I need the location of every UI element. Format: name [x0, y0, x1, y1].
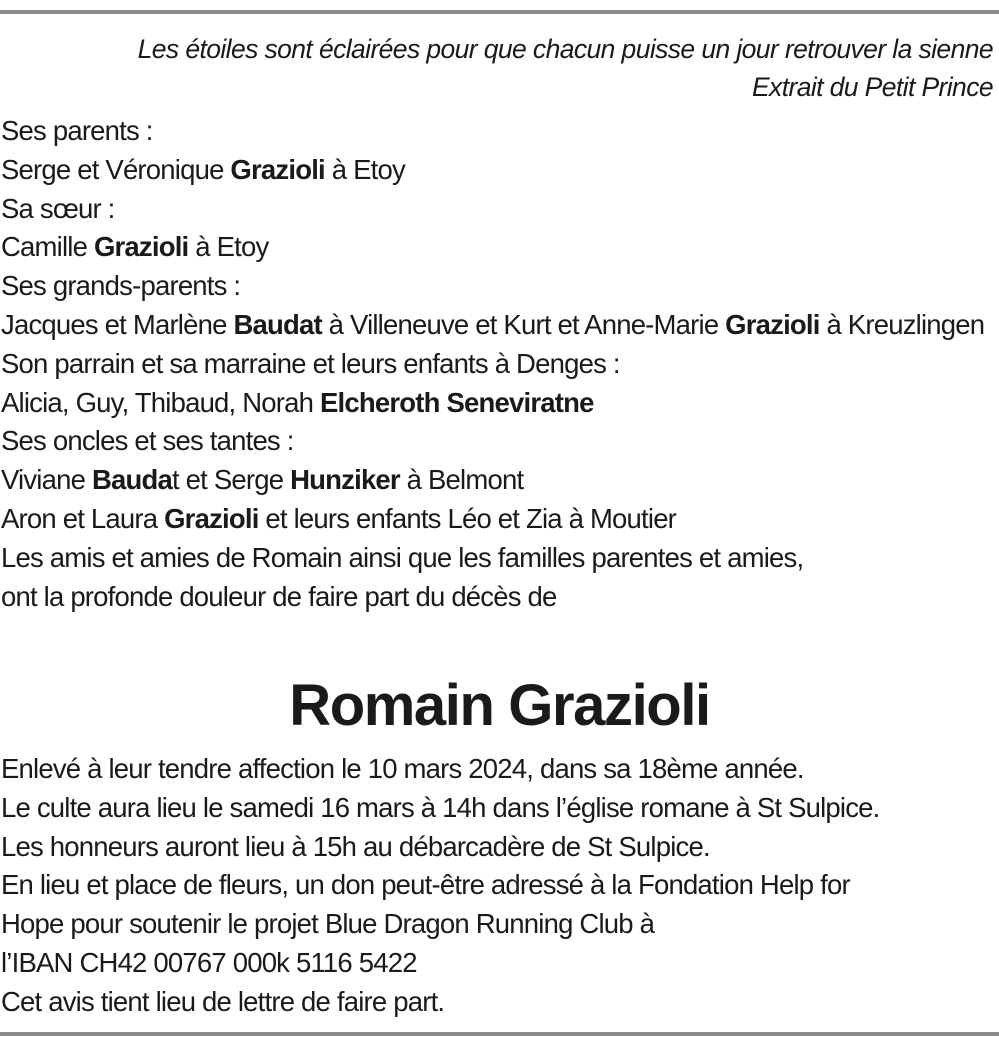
godparents-first: Alicia, Guy, Thibaud, Norah [1, 386, 320, 418]
friends-line-1: Les amis et amies de Romain ainsi que les familles parentes et amies, [1, 541, 804, 573]
uncle2-part2: et leurs enfants Léo et Zia à Moutier [258, 502, 677, 534]
details-line-6: l’IBAN CH42 00767 000k 5116 5422 [1, 946, 417, 978]
uncle2-surname: Grazioli [164, 502, 259, 534]
uncles-label: Ses oncles et ses tantes : [1, 425, 294, 457]
grandparents-part3: à Kreuzlingen [819, 308, 985, 340]
grandparents-label: Ses grands-parents : [1, 270, 241, 302]
epigraph [13, 30, 993, 106]
parents-place: à Etoy [324, 153, 405, 185]
details-line-1: Enlevé à leur tendre affection le 10 mars 2024, dans sa 18ème année. [1, 753, 804, 784]
bottom-divider [0, 1032, 999, 1036]
uncle1-part1: Viviane [1, 464, 92, 496]
sister-names [1, 228, 997, 267]
uncle1-surname1-rest: t et Serge [172, 464, 291, 496]
uncle1-surname1: Bauda [91, 464, 172, 496]
uncle2-names [1, 500, 997, 539]
sister-place: à Etoy [188, 231, 269, 263]
sister-surname: Grazioli [93, 231, 189, 263]
parents-names [1, 151, 997, 190]
uncle1-names [1, 461, 997, 500]
sister-first: Camille [1, 231, 94, 263]
details-line-7: Cet avis tient lieu de lettre de faire part. [1, 985, 445, 1017]
details-line-3: Les honneurs auront lieu à 15h au débarcadère de St Sulpice. [1, 830, 710, 862]
friends-line-2: ont la profonde douleur de faire part du décès de [1, 580, 557, 612]
epigraph-text: Les étoiles sont éclairées pour que chacun puisse un jour retrouver la sienne [137, 34, 993, 64]
sister-label: Sa sœur : [1, 192, 115, 224]
godparents-label: Son parrain et sa marraine et leurs enfants à Denges : [1, 347, 620, 379]
details-line-2: Le culte aura lieu le samedi 16 mars à 14h dans l’église romane à St Sulpice. [1, 791, 880, 823]
top-divider [0, 10, 999, 14]
parents-surname: Grazioli [230, 153, 325, 185]
grandparents-surname2: Grazioli [725, 308, 820, 340]
grandparents-surname1: Baudat [233, 308, 322, 340]
uncle2-part1: Aron et Laura [1, 502, 165, 534]
details-line-4: En lieu et place de fleurs, un don peut-être adressé à la Fondation Help for [1, 869, 850, 901]
parents-first: Serge et Véronique [1, 153, 231, 185]
details-line-5: Hope pour soutenir le projet Blue Dragon Running Club à [1, 908, 655, 940]
godparents-names [1, 384, 997, 423]
grandparents-names [1, 306, 997, 345]
grandparents-part2: à Villeneuve et Kurt et Anne-Marie [321, 308, 726, 340]
family-list [1, 112, 997, 616]
uncle1-surname2: Hunziker [290, 464, 400, 496]
parents-label: Ses parents : [1, 115, 153, 146]
godparents-surname: Elcheroth Seneviratne [319, 386, 594, 418]
uncle1-part2: à Belmont [399, 464, 524, 496]
announcement-details [1, 750, 999, 1022]
grandparents-part1: Jacques et Marlène [1, 308, 234, 340]
deceased-name: Romain Grazioli [289, 673, 710, 738]
epigraph-source: Extrait du Petit Prince [751, 72, 993, 102]
